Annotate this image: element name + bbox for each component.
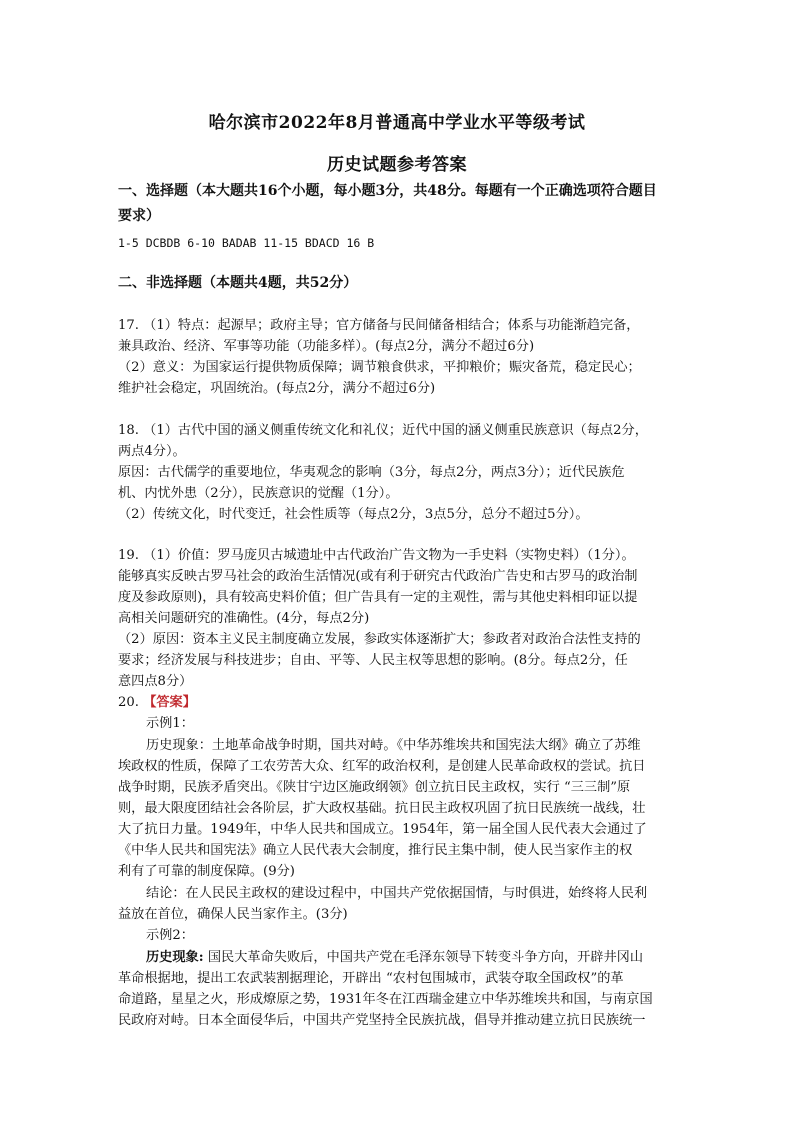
q19-line7: 意四点8分） — [118, 674, 193, 689]
section1-heading-line2: 要求） — [118, 208, 160, 224]
example1-line7: 利有了可靠的制度保障。(9分) — [118, 864, 295, 879]
example1-line5: 大了抗日力量。1949年，中华人民共和国成立。1954年，第一届全国人民代表大会通过了 — [118, 822, 647, 837]
q19-line1: 19. （1）价值：罗马庞贝古城遗址中古代政治广告文物为一手史料（实物史料）（1分）。 — [118, 548, 635, 563]
section2-heading: 二、非选择题（本题共4题，共52分） — [118, 275, 358, 291]
q18-line3: 原因：古代儒学的重要地位，华夷观念的影响（3分，每点2分，两点3分）；近代民族危 — [118, 465, 625, 480]
example1-conclusion-line2: 益放在首位，确保人民当家作主。(3分) — [118, 907, 348, 922]
section1-heading-line1: 一、选择题（本大题共16个小题，每小题3分，共48分。每题有一个正确选项符合题目 — [118, 183, 657, 199]
q17-line1: 17. （1）特点：起源早；政府主导；官方储备与民间储备相结合；体系与功能渐趋完备， — [118, 318, 640, 333]
q19-line5: （2）原因：资本主义民主制度确立发展，参政实体逐渐扩大；参政者对政治合法性支持的 — [118, 632, 641, 647]
q19-line2: 能够真实反映古罗马社会的政治生活情况(或有利于研究古代政治广告史和古罗马的政治制 — [118, 569, 638, 584]
example2-line1-text: 国民大革命失败后，中国共产党在毛泽东领导下转变斗争方向，开辟井冈山 — [203, 950, 644, 965]
example2-line2: 革命根据地，提出工农武装割据理论，开辟出 “农村包围城市，武装夺取全国政权”的革 — [118, 971, 624, 986]
q17-line2: 兼具政治、经济、军事等功能（功能多样）。(每点2分，满分不超过6分) — [118, 339, 535, 354]
q17-line4: 维护社会稳定，巩固统治。(每点2分，满分不超过6分) — [118, 381, 436, 396]
example1-label: 示例1： — [146, 716, 194, 731]
example1-conclusion-line1: 结论：在人民民主政权的建设过程中，中国共产党依据国情，与时俱进，始终将人民利 — [146, 886, 648, 901]
q19-line6: 要求；经济发展与科技进步；自由、平等、人民主权等思想的影响。(8分。每点2分，任 — [118, 653, 628, 668]
example1-line6: 《中华人民共和国宪法》确立人民代表大会制度，推行民主集中制，使人民当家作主的权 — [118, 843, 633, 858]
q19-line4: 高相关问题研究的准确性。(4分，每点2分) — [118, 611, 370, 626]
example2-label: 示例2： — [146, 928, 194, 943]
example2-line1 — [146, 947, 726, 969]
example1-line2: 埃政权的性质，保障了工农劳苦大众、红军的政治权利，是创建人民革命政权的尝试。抗日 — [118, 759, 646, 774]
q18-line2: 两点4分）。 — [118, 444, 186, 459]
choice-answers: 1-5 DCBDB 6-10 BADAB 11-15 BDACD 16 B — [118, 236, 375, 250]
example2-line4: 民政府对峙。日本全面侵华后，中国共产党坚持全民族抗战，倡导并推动建立抗日民族统一 — [118, 1013, 646, 1028]
q18-line4: 机、内忧外患（2分），民族意识的觉醒（1分）。 — [118, 486, 399, 501]
q17-line3: （2）意义：为国家运行提供物质保障；调节粮食供求，平抑粮价；赈灾备荒，稳定民心； — [118, 360, 641, 375]
q18-line5: （2）传统文化，时代变迁，社会性质等（每点2分，3点5分，总分不超过5分）。 — [118, 507, 589, 522]
q19-line3: 度及参政原则)，具有较高史料价值；但广告具有一定的主观性，需与其他史料相印证以提 — [118, 590, 638, 605]
q20-number: 20. — [118, 695, 139, 710]
example1-line3: 战争时期，民族矛盾突出。《陕甘宁边区施政纲领》创立抗日民主政权，实行 “三三制”原 — [118, 780, 631, 795]
document-title: 哈尔滨市2022年8月普通高中学业水平等级考试 — [208, 113, 586, 133]
answer-tag: 【答案】 — [143, 695, 196, 710]
example1-line4: 则，最大限度团结社会各阶层，扩大政权基础。抗日民主政权巩固了抗日民族统一战线，壮 — [118, 801, 646, 816]
q18-line1: 18. （1）古代中国的涵义侧重传统文化和礼仪；近代中国的涵义侧重民族意识（每点2分， — [118, 423, 648, 438]
document-subtitle: 历史试题参考答案 — [327, 155, 467, 175]
example2-lead: 历史现象: — [146, 950, 204, 965]
example2-line3: 命道路，星星之火，形成燎原之势，1931年冬在江西瑞金建立中华苏维埃共和国，与南京国 — [118, 992, 653, 1007]
example1-line1: 历史现象：土地革命战争时期，国共对峙。《中华苏维埃共和国宪法大纲》确立了苏维 — [146, 738, 641, 753]
q20-heading — [118, 692, 698, 714]
